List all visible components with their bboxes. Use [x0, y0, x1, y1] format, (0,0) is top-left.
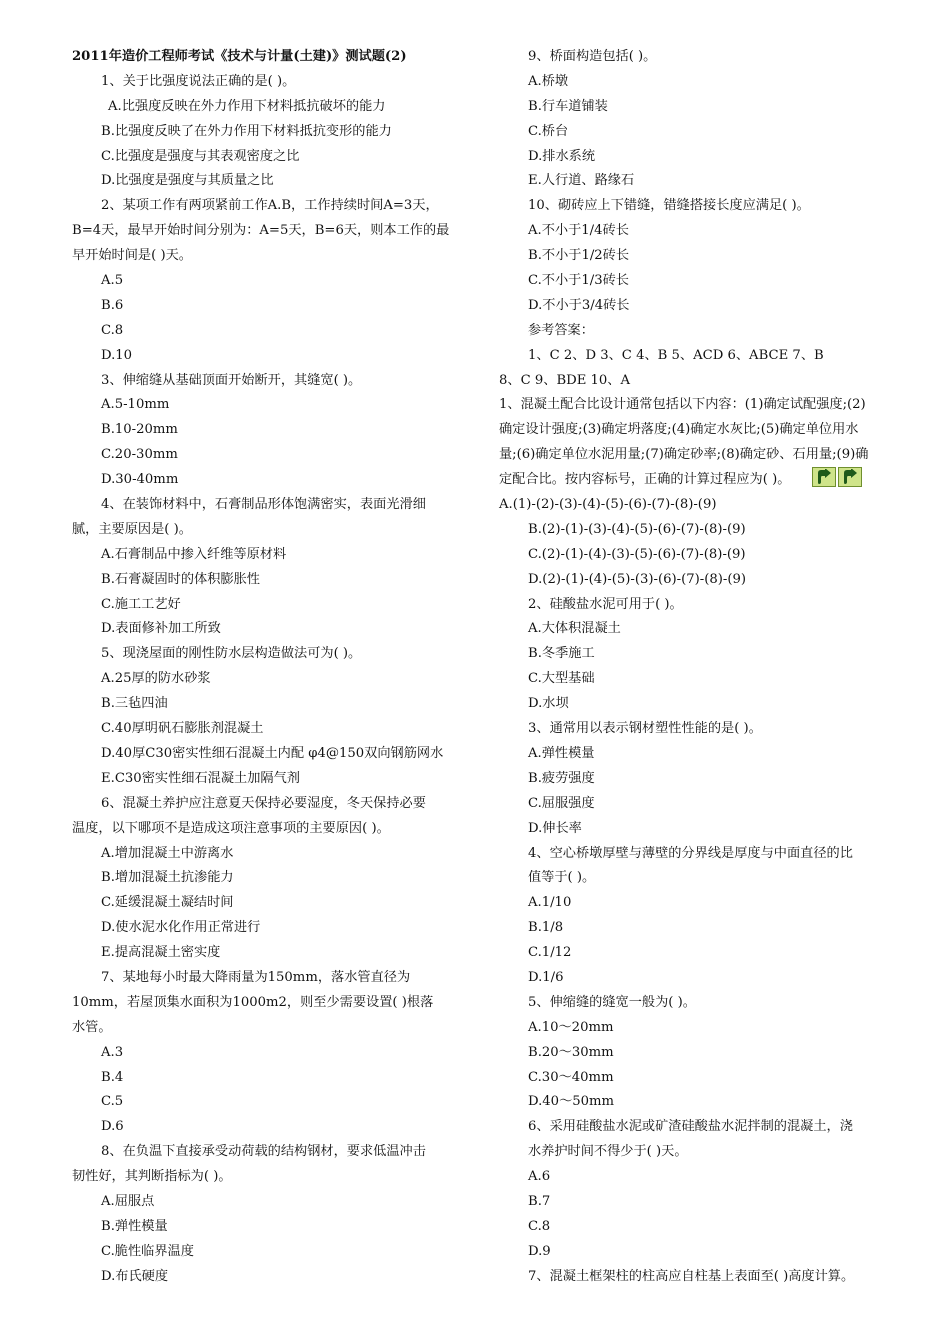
- line-text: 量;(6)确定单位水泥用量;(7)确定砂率;(8)确定砂、石用量;(9)确: [499, 447, 869, 463]
- line-text: 2、某项工作有两项紧前工作A.B，工作持续时间A=3天，: [101, 198, 439, 214]
- text-line: [499, 792, 899, 817]
- text-line: [499, 1190, 899, 1215]
- line-text: 确定设计强度;(3)确定坍落度;(4)确定水灰比;(5)确定单位用水: [499, 422, 859, 438]
- text-line: [499, 767, 899, 792]
- line-text: B.6: [101, 297, 124, 313]
- text-line: [72, 1115, 467, 1140]
- text-line: [499, 991, 899, 1016]
- text-line: [499, 891, 899, 916]
- line-text: C.8: [101, 322, 124, 338]
- text-line: [72, 194, 467, 219]
- text-line: [72, 169, 467, 194]
- line-text: D.不小于3/4砖长: [528, 297, 630, 313]
- line-text: B.不小于1/2砖长: [528, 248, 630, 264]
- text-line: [72, 1265, 467, 1290]
- line-text: D.表面修补加工所致: [101, 621, 221, 637]
- line-text: B.行车道铺装: [528, 98, 608, 114]
- document-title: [72, 45, 467, 70]
- text-line: [499, 593, 899, 618]
- text-line: [499, 244, 899, 269]
- text-line: [72, 468, 467, 493]
- text-line: [72, 568, 467, 593]
- text-line: [72, 742, 467, 767]
- text-line: [499, 319, 899, 344]
- text-line: [72, 1215, 467, 1240]
- line-text: A.6: [528, 1169, 551, 1185]
- text-line: [72, 543, 467, 568]
- text-line: [72, 792, 467, 817]
- line-text: 10、砌砖应上下错缝，错缝搭接长度应满足( )。: [528, 198, 810, 214]
- line-text: A.比强度反映在外力作用下材料抵抗破坏的能力: [108, 98, 386, 114]
- text-line: [72, 269, 467, 294]
- line-text: C.桥台: [528, 123, 569, 139]
- line-text: D.10: [101, 347, 133, 363]
- text-line: [499, 194, 899, 219]
- line-text: A.25厚的防水砂浆: [101, 671, 211, 687]
- text-line: [499, 1066, 899, 1091]
- line-text: B.20～30mm: [528, 1044, 614, 1060]
- text-line: [72, 294, 467, 319]
- line-text: 2、硅酸盐水泥可用于( )。: [528, 596, 683, 612]
- text-line: [499, 842, 899, 867]
- text-line: [499, 1016, 899, 1041]
- text-line: [499, 1090, 899, 1115]
- line-text: D.30-40mm: [101, 472, 179, 488]
- line-text: D.使水泥水化作用正常进行: [101, 920, 261, 936]
- text-line: [499, 817, 899, 842]
- line-text: E.C30密实性细石混凝土加隔气剂: [101, 770, 300, 786]
- line-text: 3、伸缩缝从基础顶面开始断开，其缝宽( )。: [101, 372, 362, 388]
- line-text: A.10～20mm: [528, 1019, 614, 1035]
- line-text: D.(2)-(1)-(4)-(5)-(3)-(6)-(7)-(8)-(9): [528, 571, 747, 587]
- line-text: 定配合比。按内容标号，正确的计算过程应为( )。: [499, 472, 791, 488]
- line-text: 6、采用硅酸盐水泥或矿渣硅酸盐水泥拌制的混凝土，浇: [528, 1119, 853, 1135]
- line-text: 参考答案：: [528, 322, 594, 338]
- text-line: [499, 145, 899, 170]
- text-line: [72, 717, 467, 742]
- line-text: C.屈服强度: [528, 795, 595, 811]
- text-line: [499, 667, 899, 692]
- text-line: [499, 219, 899, 244]
- text-line: [72, 1165, 467, 1190]
- line-text: 9、桥面构造包括( )。: [528, 49, 657, 64]
- text-line: [499, 1265, 899, 1290]
- line-text: 水养护时间不得少于( )天。: [528, 1144, 688, 1160]
- line-text: A.屈服点: [101, 1193, 155, 1209]
- line-text: A.1/10: [528, 895, 572, 911]
- text-line: [499, 568, 899, 593]
- line-text: C.8: [528, 1218, 551, 1234]
- line-text: 韧性好，其判断指标为( )。: [72, 1169, 232, 1185]
- line-text: 1、关于比强度说法正确的是( )。: [101, 73, 296, 89]
- text-line: [499, 269, 899, 294]
- text-line: [72, 966, 467, 991]
- line-text: D.9: [528, 1243, 551, 1259]
- line-text: D.布氏硬度: [101, 1268, 169, 1284]
- text-line: [72, 1190, 467, 1215]
- text-line: [499, 1115, 899, 1140]
- text-line: [72, 443, 467, 468]
- line-text: 1、混凝土配合比设计通常包括以下内容：(1)确定试配强度;(2): [499, 397, 866, 413]
- line-text: B.弹性模量: [101, 1218, 168, 1234]
- line-text: D.1/6: [528, 969, 564, 985]
- text-line: [499, 468, 899, 493]
- nav-icons: [812, 465, 864, 490]
- arrow-icon[interactable]: [812, 467, 836, 487]
- line-text: A.弹性模量: [528, 745, 595, 761]
- text-line: [72, 344, 467, 369]
- line-text: 1、C 2、D 3、C 4、B 5、ACD 6、ABCE 7、B: [528, 347, 824, 363]
- text-line: [499, 742, 899, 767]
- line-text: 6、混凝土养护应注意夏天保持必要湿度，冬天保持必要: [101, 795, 426, 811]
- line-text: A.大体积混凝土: [528, 621, 621, 637]
- text-line: [499, 617, 899, 642]
- line-text: A.(1)-(2)-(3)-(4)-(5)-(6)-(7)-(8)-(9): [499, 497, 717, 513]
- text-line: [72, 593, 467, 618]
- text-line: [499, 95, 899, 120]
- text-line: [499, 70, 899, 95]
- text-line: [499, 120, 899, 145]
- text-line: [72, 369, 467, 394]
- text-line: [72, 617, 467, 642]
- text-line: [72, 219, 467, 244]
- text-line: [72, 1041, 467, 1066]
- text-line: [499, 966, 899, 991]
- text-line: [499, 393, 899, 418]
- line-text: 5、现浇屋面的刚性防水层构造做法可为( )。: [101, 646, 362, 662]
- line-text: B=4天，最早开始时间分别为：A=5天，B=6天，则本工作的最: [72, 223, 450, 239]
- right-column: [499, 45, 899, 1290]
- text-line: [499, 1240, 899, 1265]
- text-line: [72, 120, 467, 145]
- line-text: B.比强度反映了在外力作用下材料抵抗变形的能力: [101, 123, 392, 139]
- text-line: [499, 518, 899, 543]
- line-text: B.7: [528, 1193, 551, 1209]
- text-line: [72, 817, 467, 842]
- text-line: [499, 344, 899, 369]
- line-text: C.5: [101, 1094, 124, 1110]
- text-line: [72, 891, 467, 916]
- line-text: D.6: [101, 1119, 124, 1135]
- text-line: [499, 169, 899, 194]
- text-line: [499, 369, 899, 394]
- line-text: E.提高混凝土密实度: [101, 945, 221, 961]
- line-text: 温度，以下哪项不是造成这项注意事项的主要原因( )。: [72, 820, 390, 836]
- text-line: [72, 1140, 467, 1165]
- line-text: B.4: [101, 1069, 124, 1085]
- line-text: 2011年造价工程师考试《技术与计量(土建)》测试题(2): [72, 49, 407, 64]
- line-text: D.伸长率: [528, 820, 582, 836]
- line-text: B.疲劳强度: [528, 770, 595, 786]
- line-text: A.3: [101, 1044, 124, 1060]
- line-text: 8、在负温下直接承受动荷载的结构钢材，要求低温冲击: [101, 1144, 426, 1160]
- text-line: [72, 842, 467, 867]
- line-text: C.不小于1/3砖长: [528, 273, 629, 289]
- text-line: [72, 319, 467, 344]
- line-text: 4、空心桥墩厚壁与薄壁的分界线是厚度与中面直径的比: [528, 845, 853, 861]
- text-line: [499, 866, 899, 891]
- line-text: B.冬季施工: [528, 646, 595, 662]
- arrow-icon[interactable]: [838, 467, 862, 487]
- line-text: 7、混凝土框架柱的柱高应自柱基上表面至( )高度计算。: [528, 1268, 855, 1284]
- text-line: [72, 95, 467, 120]
- text-line: [499, 717, 899, 742]
- text-line: [72, 1090, 467, 1115]
- text-line: [499, 916, 899, 941]
- line-text: A.5: [101, 273, 124, 289]
- text-line: [72, 692, 467, 717]
- line-text: D.比强度是强度与其质量之比: [101, 173, 274, 189]
- text-line: [499, 418, 899, 443]
- text-line: [499, 941, 899, 966]
- line-text: C.20-30mm: [101, 447, 178, 463]
- line-text: 水管。: [72, 1019, 112, 1035]
- text-line: [72, 866, 467, 891]
- line-text: B.三毡四油: [101, 696, 168, 712]
- line-text: D.40厚C30密实性细石混凝土内配 φ4@150双向钢筋网水: [101, 745, 444, 761]
- line-text: 早开始时间是( )天。: [72, 248, 192, 264]
- line-text: A.石膏制品中掺入纤维等原材料: [101, 546, 287, 562]
- line-text: 3、通常用以表示钢材塑性性能的是( )。: [528, 721, 762, 737]
- line-text: B.10-20mm: [101, 422, 178, 438]
- line-text: B.1/8: [528, 920, 564, 936]
- line-text: D.40～50mm: [528, 1094, 615, 1110]
- line-text: 7、某地每小时最大降雨量为150mm，落水管直径为: [101, 969, 411, 985]
- text-line: [72, 518, 467, 543]
- text-line: [499, 1165, 899, 1190]
- line-text: A.增加混凝土中游离水: [101, 845, 234, 861]
- line-text: E.人行道、路缘石: [528, 173, 635, 189]
- line-text: C.大型基础: [528, 671, 595, 687]
- text-line: [72, 767, 467, 792]
- text-line: [72, 642, 467, 667]
- text-line: [499, 1140, 899, 1165]
- line-text: C.延缓混凝土凝结时间: [101, 895, 234, 911]
- text-line: [499, 1041, 899, 1066]
- line-text: B.石膏凝固时的体积膨胀性: [101, 571, 260, 587]
- line-text: 4、在装饰材料中，石膏制品形体饱满密实，表面光滑细: [101, 497, 426, 513]
- line-text: C.施工工艺好: [101, 596, 181, 612]
- line-text: A.不小于1/4砖长: [528, 223, 629, 239]
- text-line: [72, 418, 467, 443]
- text-line: [72, 244, 467, 269]
- line-text: C.脆性临界温度: [101, 1243, 194, 1259]
- line-text: C.比强度是强度与其表观密度之比: [101, 148, 300, 164]
- line-text: 腻，主要原因是( )。: [72, 521, 192, 537]
- line-text: 值等于( )。: [528, 870, 596, 886]
- text-line: [72, 70, 467, 95]
- text-line: [72, 1016, 467, 1041]
- text-line: [72, 941, 467, 966]
- line-text: C.(2)-(1)-(4)-(3)-(5)-(6)-(7)-(8)-(9): [528, 546, 746, 562]
- text-line: [499, 692, 899, 717]
- text-line: [499, 642, 899, 667]
- left-column: [72, 45, 467, 1290]
- line-text: B.(2)-(1)-(3)-(4)-(5)-(6)-(7)-(8)-(9): [528, 521, 746, 537]
- line-text: C.1/12: [528, 945, 572, 961]
- line-text: 10mm，若屋顶集水面积为1000m2，则至少需要设置( )根落: [72, 994, 434, 1010]
- text-line: [72, 1066, 467, 1091]
- text-line: [499, 493, 899, 518]
- line-text: D.水坝: [528, 696, 569, 712]
- line-text: A.5-10mm: [101, 397, 170, 413]
- text-line: [72, 1240, 467, 1265]
- line-text: C.40厚明矾石膨胀剂混凝土: [101, 721, 264, 737]
- text-line: [72, 916, 467, 941]
- line-text: D.排水系统: [528, 148, 596, 164]
- text-line: [499, 45, 899, 70]
- text-line: [72, 145, 467, 170]
- text-line: [72, 667, 467, 692]
- text-line: [72, 991, 467, 1016]
- line-text: B.增加混凝土抗渗能力: [101, 870, 234, 886]
- line-text: A.桥墩: [528, 73, 569, 89]
- line-text: 5、伸缩缝的缝宽一般为( )。: [528, 994, 696, 1010]
- line-text: 8、C 9、BDE 10、A: [499, 372, 631, 388]
- line-text: C.30～40mm: [528, 1069, 614, 1085]
- text-line: [72, 393, 467, 418]
- text-line: [499, 543, 899, 568]
- text-line: [499, 294, 899, 319]
- text-line: [72, 493, 467, 518]
- text-line: [499, 1215, 899, 1240]
